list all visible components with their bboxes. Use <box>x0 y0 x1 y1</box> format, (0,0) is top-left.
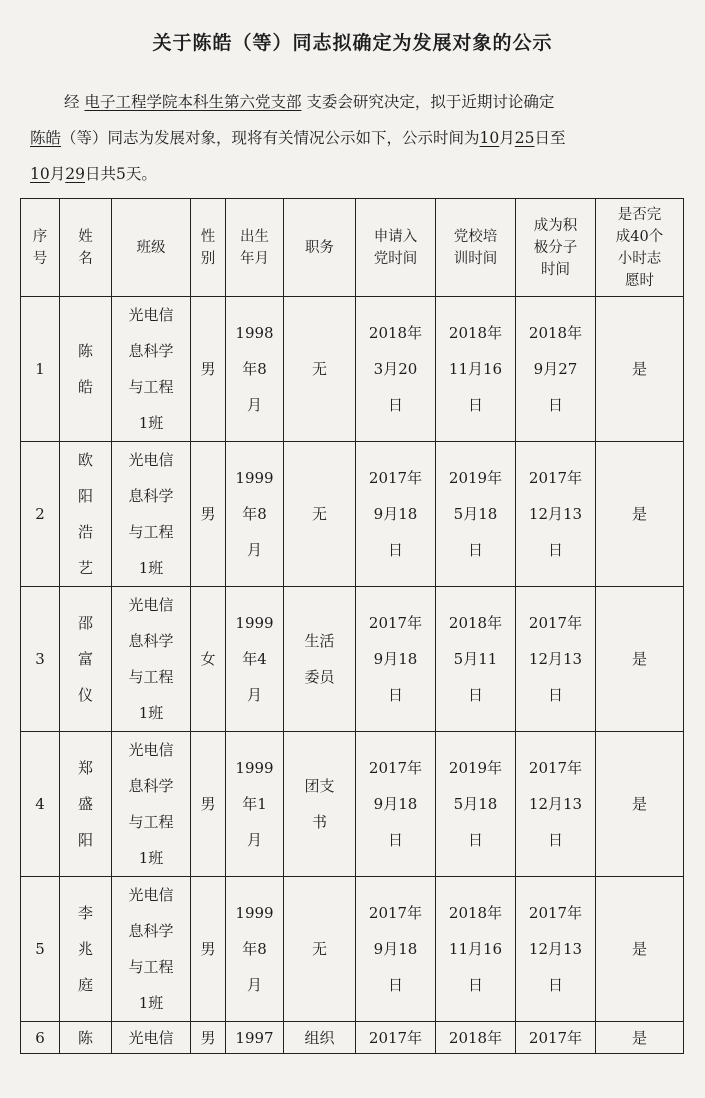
header-apply-date: 申请入 党时间 <box>356 199 436 297</box>
cell-gender: 男 <box>191 442 226 587</box>
notice-title: 关于陈皓（等）同志拟确定为发展对象的公示 <box>152 32 553 54</box>
header-index: 序 号 <box>21 199 60 297</box>
cell-position: 无 <box>284 442 356 587</box>
end-month-unit: 月 <box>49 165 66 183</box>
intro-mid: 支委会研究决定，拟于近期讨论确定 <box>306 93 555 111</box>
intro-prefix: 经 <box>64 93 80 111</box>
candidate-table <box>20 198 684 1054</box>
cell-volunteer-hours: 是 <box>596 297 684 442</box>
cell-position: 无 <box>284 297 356 442</box>
cell-name: 欧 阳 浩 艺 <box>60 442 112 587</box>
cell-birth: 1999 年8 月 <box>226 442 284 587</box>
cell-apply-date: 2017年 9月18 日 <box>356 877 436 1022</box>
intro-line2-text: （等）同志为发展对象，现将有关情况公示如下，公示时间为 <box>61 129 480 147</box>
cell-training-date: 2018年 5月11 日 <box>436 587 516 732</box>
start-month-unit: 月 <box>499 129 515 147</box>
header-class: 班级 <box>112 199 191 297</box>
cell-volunteer-hours: 是 <box>596 732 684 877</box>
header-activist-date: 成为积 极分子 时间 <box>516 199 596 297</box>
cell-activist-date: 2017年 12月13 日 <box>516 587 596 732</box>
cell-apply-date: 2017年 <box>356 1022 436 1054</box>
start-month: 10 <box>479 129 500 147</box>
intro-line-3 <box>30 156 680 192</box>
cell-birth: 1999 年4 月 <box>226 587 284 732</box>
cell-apply-date: 2017年 9月18 日 <box>356 442 436 587</box>
cell-activist-date: 2017年 12月13 日 <box>516 732 596 877</box>
end-month: 10 <box>30 165 50 183</box>
header-position: 职务 <box>284 199 356 297</box>
cell-class: 光电信 息科学 与工程 1班 <box>112 297 191 442</box>
cell-birth: 1998 年8 月 <box>226 297 284 442</box>
cell-gender: 男 <box>191 877 226 1022</box>
start-day-unit: 日至 <box>534 129 566 147</box>
cell-name: 邵 富 仪 <box>60 587 112 732</box>
cell-training-date: 2019年 5月18 日 <box>436 442 516 587</box>
cell-gender: 男 <box>191 1022 226 1054</box>
header-training-date: 党校培 训时间 <box>436 199 516 297</box>
cell-volunteer-hours: 是 <box>596 587 684 732</box>
party-branch-name: 电子工程学院本科生第六党支部 <box>84 93 302 111</box>
cell-training-date: 2018年 11月16 日 <box>436 877 516 1022</box>
cell-class: 光电信 息科学 与工程 1班 <box>112 587 191 732</box>
cell-position: 团支 书 <box>284 732 356 877</box>
cell-training-date: 2019年 5月18 日 <box>436 732 516 877</box>
cell-index: 3 <box>21 587 60 732</box>
cell-apply-date: 2018年 3月20 日 <box>356 297 436 442</box>
cell-index: 5 <box>21 877 60 1022</box>
intro-line-1 <box>30 84 680 120</box>
cell-class: 光电信 <box>112 1022 191 1054</box>
cell-volunteer-hours: 是 <box>596 442 684 587</box>
end-suffix: 日共5天。 <box>84 165 157 183</box>
cell-name: 郑 盛 阳 <box>60 732 112 877</box>
cell-name: 陈 <box>60 1022 112 1054</box>
cell-gender: 男 <box>191 297 226 442</box>
cell-index: 6 <box>21 1022 60 1054</box>
cell-activist-date: 2017年 12月13 日 <box>516 442 596 587</box>
intro-line-2 <box>30 120 680 156</box>
table-row <box>21 877 684 1022</box>
cell-position: 组织 <box>284 1022 356 1054</box>
cell-gender: 男 <box>191 732 226 877</box>
cell-index: 2 <box>21 442 60 587</box>
table-header-row <box>21 199 684 297</box>
cell-position: 生活 委员 <box>284 587 356 732</box>
cell-position: 无 <box>284 877 356 1022</box>
candidate-name: 陈皓 <box>30 129 62 147</box>
cell-training-date: 2018年 11月16 日 <box>436 297 516 442</box>
table-row <box>21 297 684 442</box>
cell-activist-date: 2017年 12月13 日 <box>516 877 596 1022</box>
header-volunteer-hours: 是否完 成40个 小时志 愿时 <box>596 199 684 297</box>
table-row-partial <box>21 1022 684 1054</box>
table-row <box>21 442 684 587</box>
cell-class: 光电信 息科学 与工程 1班 <box>112 877 191 1022</box>
cell-activist-date: 2018年 9月27 日 <box>516 297 596 442</box>
cell-index: 4 <box>21 732 60 877</box>
cell-name: 李 兆 庭 <box>60 877 112 1022</box>
table-row <box>21 732 684 877</box>
cell-volunteer-hours: 是 <box>596 1022 684 1054</box>
end-day: 29 <box>65 165 85 183</box>
cell-name: 陈 皓 <box>60 297 112 442</box>
cell-class: 光电信 息科学 与工程 1班 <box>112 442 191 587</box>
table-row <box>21 587 684 732</box>
cell-apply-date: 2017年 9月18 日 <box>356 732 436 877</box>
header-gender: 性 别 <box>191 199 226 297</box>
cell-class: 光电信 息科学 与工程 1班 <box>112 732 191 877</box>
header-birth: 出生 年月 <box>226 199 284 297</box>
cell-volunteer-hours: 是 <box>596 877 684 1022</box>
cell-index: 1 <box>21 297 60 442</box>
cell-activist-date: 2017年 <box>516 1022 596 1054</box>
start-day: 25 <box>514 129 535 147</box>
cell-birth: 1997 <box>226 1022 284 1054</box>
cell-apply-date: 2017年 9月18 日 <box>356 587 436 732</box>
cell-training-date: 2018年 <box>436 1022 516 1054</box>
table-body <box>21 297 684 1054</box>
intro-paragraph <box>30 84 680 192</box>
cell-birth: 1999 年1 月 <box>226 732 284 877</box>
cell-birth: 1999 年8 月 <box>226 877 284 1022</box>
cell-gender: 女 <box>191 587 226 732</box>
header-name: 姓 名 <box>60 199 112 297</box>
